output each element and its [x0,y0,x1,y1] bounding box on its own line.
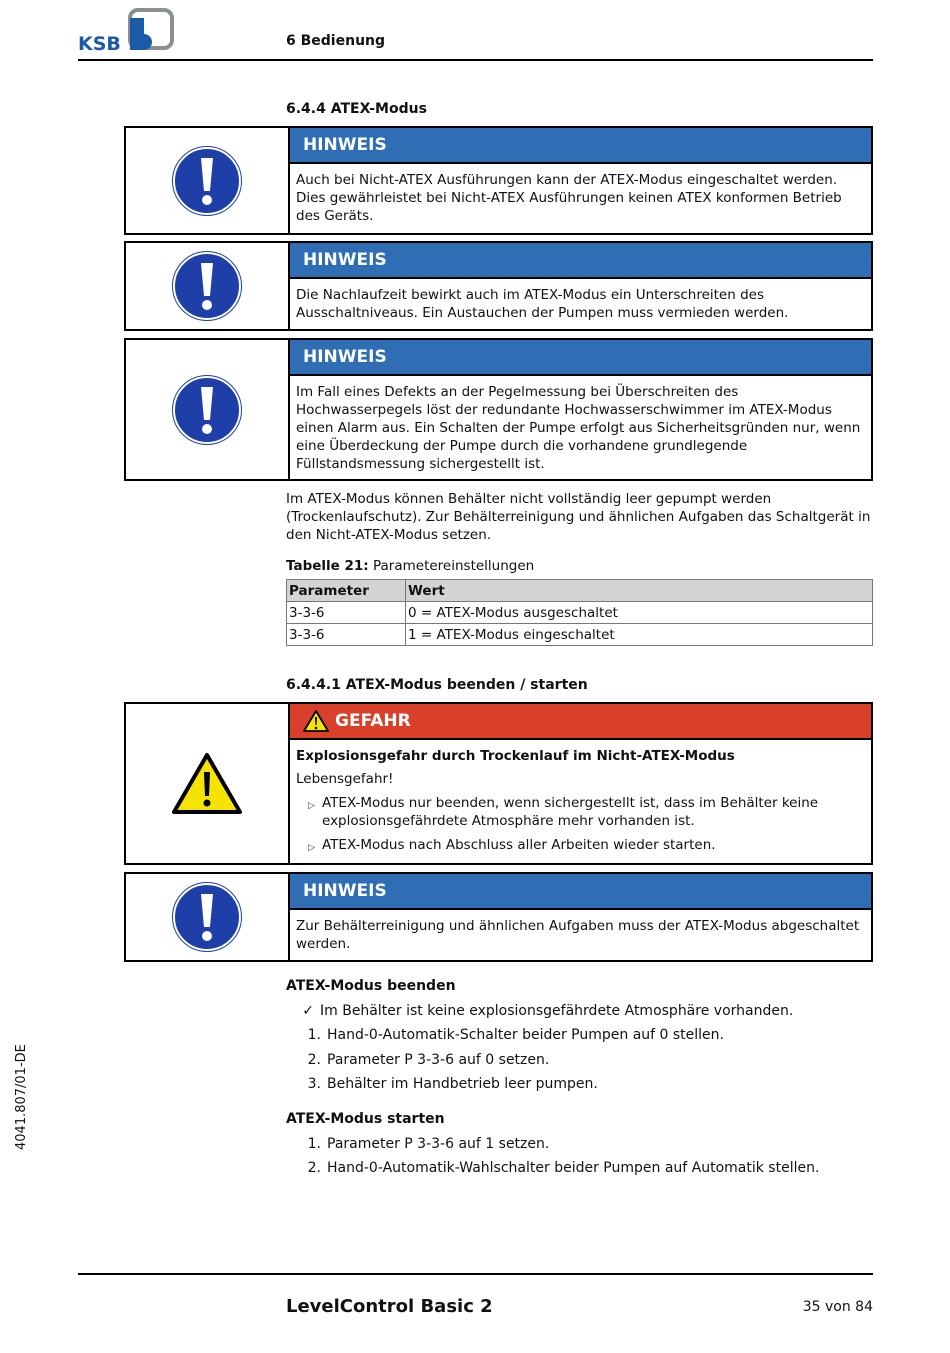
step-number: 1. [307,1027,321,1044]
notice-label: HINWEIS [290,128,871,164]
ksb-logo [78,8,178,54]
step-number: 2. [307,1160,321,1177]
danger-box [124,702,873,865]
logo-text: KSB [78,33,121,54]
exclamation-icon [172,882,242,952]
table-row [287,624,873,646]
notice-label: HINWEIS [290,243,871,279]
danger-heading: Explosionsgefahr durch Trockenlauf im Nicht-ATEX-Modus [296,748,735,764]
exclamation-icon [172,375,242,445]
notice-label: HINWEIS [290,340,871,376]
triangle-bullet-icon: ▷ [308,843,315,853]
triangle-bullet-icon: ▷ [308,801,315,811]
table-caption [286,557,876,575]
notice-box [124,338,873,481]
beenden-heading: ATEX-Modus beenden [286,978,456,994]
starten-steps [286,1132,876,1181]
table-row [287,602,873,624]
atex-paragraph: Im ATEX-Modus können Behälter nicht vollständig leer gepumpt werden (Trockenlaufschutz). Zur Behälterreinigung und ähnlichen Aufgaben das Schaltgerät in den Nicht-ATEX-Modus setzen. [286,491,871,543]
list-item [286,1156,876,1180]
page-number: 35 von 84 [802,1299,873,1315]
list-item [286,1023,876,1047]
notice-text: Zur Behälterreinigung und ähnlichen Aufgaben muss der ATEX-Modus abgeschaltet werden. [296,918,860,952]
list-item [286,1048,876,1072]
list-item [308,794,865,830]
step-text: Parameter P 3-3-6 auf 1 setzen. [327,1136,550,1152]
notice-text: Auch bei Nicht-ATEX Ausführungen kann der ATEX-Modus eingeschaltet werden. Dies gewährleistet bei Nicht-ATEX Ausführungen keinen ATEX konformen Betrieb des Geräts. [296,172,842,224]
step-text: Behälter im Handbetrieb leer pumpen. [327,1075,598,1092]
table-cell: 1 = ATEX-Modus eingeschaltet [406,624,873,646]
step-number: 3. [307,1075,321,1092]
step-text: Hand-0-Automatik-Wahlschalter beider Pumpen auf Automatik stellen. [327,1160,820,1177]
step-number: 1. [307,1136,321,1152]
precondition-text: Im Behälter ist keine explosionsgefährdete Atmosphäre vorhanden. [320,1003,794,1019]
notice-text: Die Nachlaufzeit bewirkt auch im ATEX-Modus ein Unterschreiten des Ausschaltniveaus. Ein Austauchen der Pumpen muss vermieden werden. [296,287,789,321]
danger-banner [290,704,871,740]
danger-label: GEFAHR [335,711,411,731]
step-text: Hand-0-Automatik-Schalter beider Pumpen auf 0 stellen. [327,1027,724,1044]
checkmark-icon: ✓ [302,1003,314,1019]
precondition-item [286,999,876,1023]
table-cell: 3-3-6 [287,624,406,646]
footer-divider [78,1273,873,1275]
chapter-title: 6 Bedienung [286,33,386,49]
table-header: Wert [406,580,873,602]
header-divider [78,59,873,61]
starten-heading: ATEX-Modus starten [286,1111,445,1127]
table-caption-label: Tabelle 21: [286,558,369,574]
exclamation-icon [172,251,242,321]
notice-box [124,241,873,331]
step-text: Parameter P 3-3-6 auf 0 setzen. [327,1051,550,1068]
parameter-table [286,579,873,646]
table-cell: 0 = ATEX-Modus ausgeschaltet [406,602,873,624]
danger-subheading: Lebensgefahr! [296,771,394,787]
danger-item-text: ATEX-Modus nur beenden, wenn sichergestellt ist, dass im Behälter keine explosionsgefährdete Atmosphäre mehr vorhanden ist. [322,795,819,829]
list-item [286,1132,876,1156]
danger-item-text: ATEX-Modus nach Abschluss aller Arbeiten wieder starten. [322,837,716,853]
step-number: 2. [307,1051,321,1068]
warning-small-icon [303,710,329,732]
footer-title: LevelControl Basic 2 [286,1296,493,1317]
list-item [286,1072,876,1096]
warning-triangle-icon [171,752,243,816]
notice-text: Im Fall eines Defekts an der Pegelmessung bei Überschreiten des Hochwasserpegels löst der redundante Hochwasserschwimmer im ATEX-Modus einen Alarm aus. Ein Schalten der Pumpe erfolgt aus Sicherheitsgründen nur, wenn eine Überdeckung der Pumpe durch die vorhandene grundlegende Füllstandsmessung sichergestellt ist. [296,384,861,472]
table-cell: 3-3-6 [287,602,406,624]
table-header-row [287,580,873,602]
document-code: 4041.807/01-DE [14,1044,29,1150]
section-title: 6.4.4 ATEX-Modus [286,101,427,117]
notice-box [124,872,873,962]
table-caption-text: Parametereinstellungen [368,558,535,574]
list-item [308,836,865,857]
notice-box [124,126,873,235]
notice-label: HINWEIS [290,874,871,910]
exclamation-icon [172,146,242,216]
table-header: Parameter [287,580,406,602]
subsection-title: 6.4.4.1 ATEX-Modus beenden / starten [286,677,588,693]
beenden-steps [286,999,876,1096]
